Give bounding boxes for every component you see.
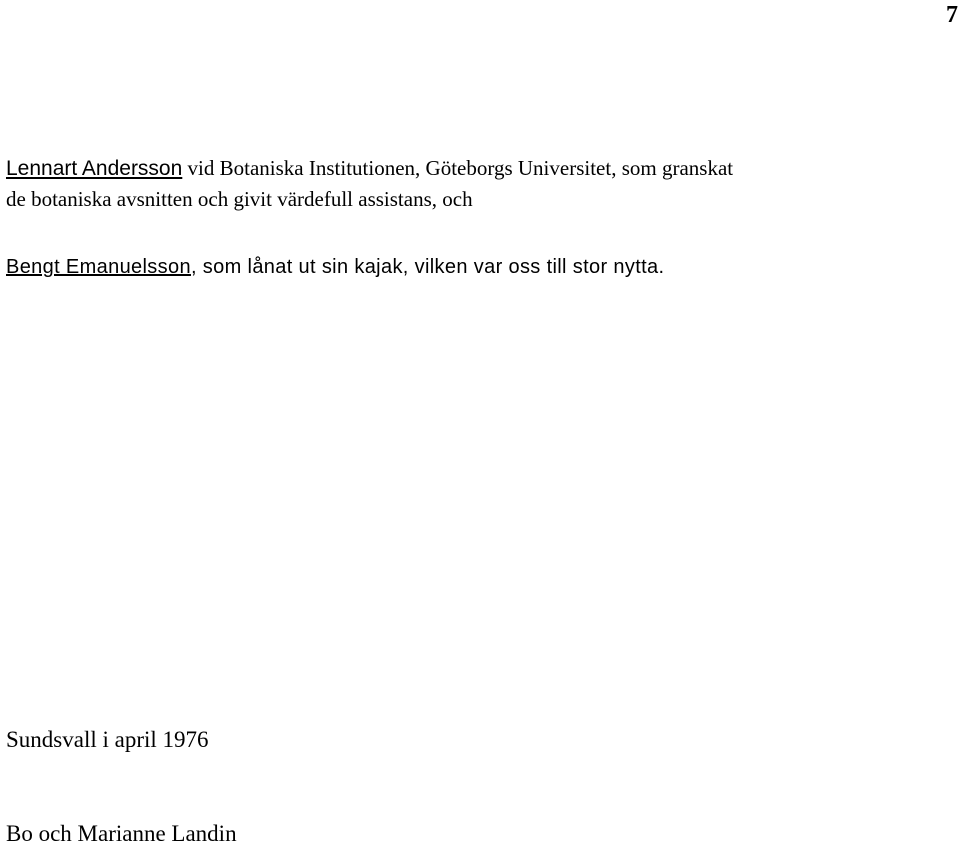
place-date: Sundsvall i april 1976 [6, 727, 209, 752]
person-name: Lennart Andersson [6, 157, 183, 180]
acknowledgement-paragraph-2 [6, 252, 664, 282]
signature: Bo och Marianne Landin [6, 821, 237, 846]
acknowledgement-line [6, 153, 733, 184]
person-name: Bengt Emanuelsson [6, 256, 191, 278]
acknowledgement-text: , som lånat ut sin kajak, vilken var oss till stor nytta. [190, 256, 665, 278]
acknowledgement-line: de botaniska avsnitten och givit värdefull assistans, och [6, 187, 473, 211]
acknowledgement-text: vid Botaniska Institutionen, Göteborgs Universitet, som granskat [182, 156, 734, 180]
page-number: 7 [946, 2, 958, 28]
acknowledgement-paragraph-1 [6, 153, 733, 214]
